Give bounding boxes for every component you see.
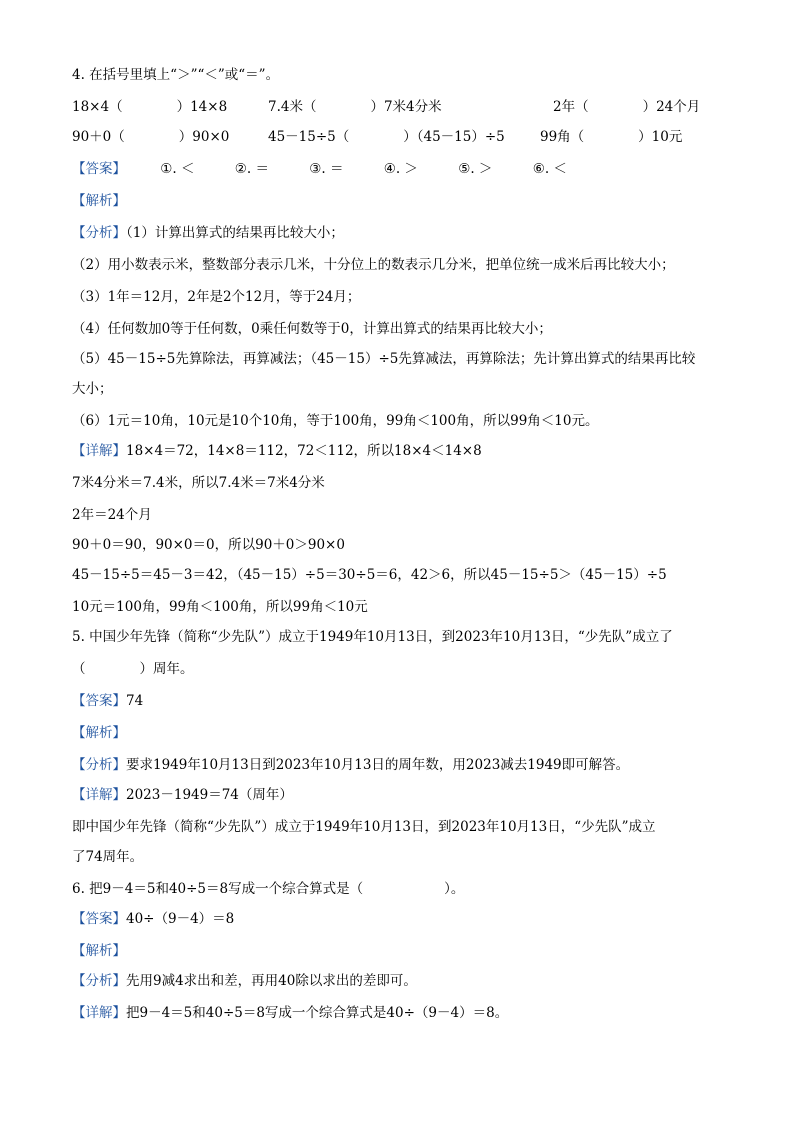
fenxi-tag: 【分析】 <box>72 973 126 989</box>
fenxi-text: 要求1949年10月13日到2023年10月13日的周年数，用2023减去1949即可解答。 <box>126 757 630 773</box>
fenxi-text: （1）计算出算式的结果再比较大小； <box>126 225 344 241</box>
q5-analysis-tag: 【解析】 <box>72 725 126 741</box>
q5-stem-line-1: 5. 中国少年先锋（简称“少先队”）成立于1949年10月13日，到2023年10月13日，“少先队”成立了 <box>72 629 673 645</box>
q4-fenxi-line-3: （3）1年＝12月，2年是2个12月，等于24月； <box>72 289 361 305</box>
q4-xiangjie-line-2: 7米4分米＝7.4米，所以7.4米＝7米4分米 <box>72 475 325 491</box>
q4-fenxi-line-4: （4）任何数加0等于任何数，0乘任何数等于0，计算出算式的结果再比较大小； <box>72 321 552 337</box>
q4-fenxi-line-7: （6）1元＝10角，10元是10个10角，等于100角，99角＜100角，所以99角＜10元。 <box>72 413 599 429</box>
q4-answer-6: ⑥. ＜ <box>532 161 567 177</box>
q4-row2-item3: 99角（ ）10元 <box>540 129 683 145</box>
q4-row1-item2: 7.4米（ ）7米4分米 <box>268 99 442 115</box>
q6-xiangjie-line <box>72 1004 508 1022</box>
q6-analysis-tag: 【解析】 <box>72 943 126 959</box>
fenxi-tag: 【分析】 <box>72 757 126 773</box>
q4-answer-1: ①. ＜ <box>160 161 195 177</box>
answer-tag: 【答案】 <box>72 161 126 177</box>
q4-answer-3: ③. ＝ <box>309 161 344 177</box>
fenxi-tag: 【分析】 <box>72 225 126 241</box>
q4-row2-item2: 45－15÷5（ ）（45－15）÷5 <box>268 129 505 145</box>
q4-answer-5: ⑤. ＞ <box>458 161 493 177</box>
q4-xiangjie-line-3: 2年＝24个月 <box>72 507 152 523</box>
q5-answer: 74 <box>126 693 144 709</box>
q4-row2-item1: 90＋0（ ）90×0 <box>72 129 230 145</box>
xiangjie-text: 2023－1949＝74（周年） <box>126 787 293 803</box>
q5-conclusion-line-1: 即中国少年先锋（简称“少先队”）成立于1949年10月13日，到2023年10月13日，“少先队”成立 <box>72 819 656 835</box>
q4-xiangjie-line-5: 45－15÷5＝45－3＝42，（45－15）÷5＝30÷5＝6，42＞6，所以45－15÷5＞（45－15）÷5 <box>72 567 667 583</box>
q4-row1-item1: 18×4（ ）14×8 <box>72 99 228 115</box>
q6-fenxi-line <box>72 972 417 990</box>
q4-stem: 4. 在括号里填上“＞”“＜”或“＝”。 <box>72 67 280 83</box>
q5-fenxi-line <box>72 756 629 774</box>
fenxi-text: 先用9减4求出和差，再用40除以求出的差即可。 <box>126 973 417 989</box>
answer-tag: 【答案】 <box>72 693 126 709</box>
q5-xiangjie-line <box>72 786 293 804</box>
q6-answer: 40÷（9－4）＝8 <box>126 911 235 927</box>
xiangjie-tag: 【详解】 <box>72 1005 126 1021</box>
q4-xiangjie-line-1 <box>72 442 482 460</box>
xiangjie-tag: 【详解】 <box>72 443 126 459</box>
q4-analysis-tag: 【解析】 <box>72 193 126 209</box>
q6-answer-line <box>72 910 234 928</box>
q5-answer-line <box>72 692 143 710</box>
xiangjie-text: 把9－4＝5和40÷5＝8写成一个综合算式是40÷（9－4）＝8。 <box>126 1005 509 1021</box>
q4-answer-2: ②. ＝ <box>234 161 269 177</box>
answer-tag: 【答案】 <box>72 911 126 927</box>
q4-fenxi-line-5: （5）45－15÷5先算除法，再算减法；（45－15）÷5先算减法，再算除法；先计算出算式的结果再比较 <box>72 351 696 367</box>
q4-fenxi-line-2: （2）用小数表示米，整数部分表示几米，十分位上的数表示几分米，把单位统一成米后再比较大小； <box>72 257 675 273</box>
q6-stem: 6. 把9－4＝5和40÷5＝8写成一个综合算式是（ ）。 <box>72 881 465 897</box>
q5-conclusion-line-2: 了74周年。 <box>72 849 144 865</box>
q5-stem-line-2: （ ）周年。 <box>72 661 194 677</box>
q4-answer-4: ④. ＞ <box>383 161 418 177</box>
xiangjie-tag: 【详解】 <box>72 787 126 803</box>
q4-row1-item3: 2年（ ）24个月 <box>553 99 701 115</box>
q4-xiangjie-line-4: 90＋0＝90，90×0＝0，所以90＋0＞90×0 <box>72 537 345 553</box>
q4-fenxi-line-1 <box>72 224 344 242</box>
q4-fenxi-line-6: 大小； <box>72 381 113 397</box>
xiangjie-text: 18×4＝72，14×8＝112，72＜112，所以18×4＜14×8 <box>126 443 482 459</box>
q4-answer-line <box>72 160 567 178</box>
q4-xiangjie-line-6: 10元＝100角，99角＜100角，所以99角＜10元 <box>72 599 368 615</box>
